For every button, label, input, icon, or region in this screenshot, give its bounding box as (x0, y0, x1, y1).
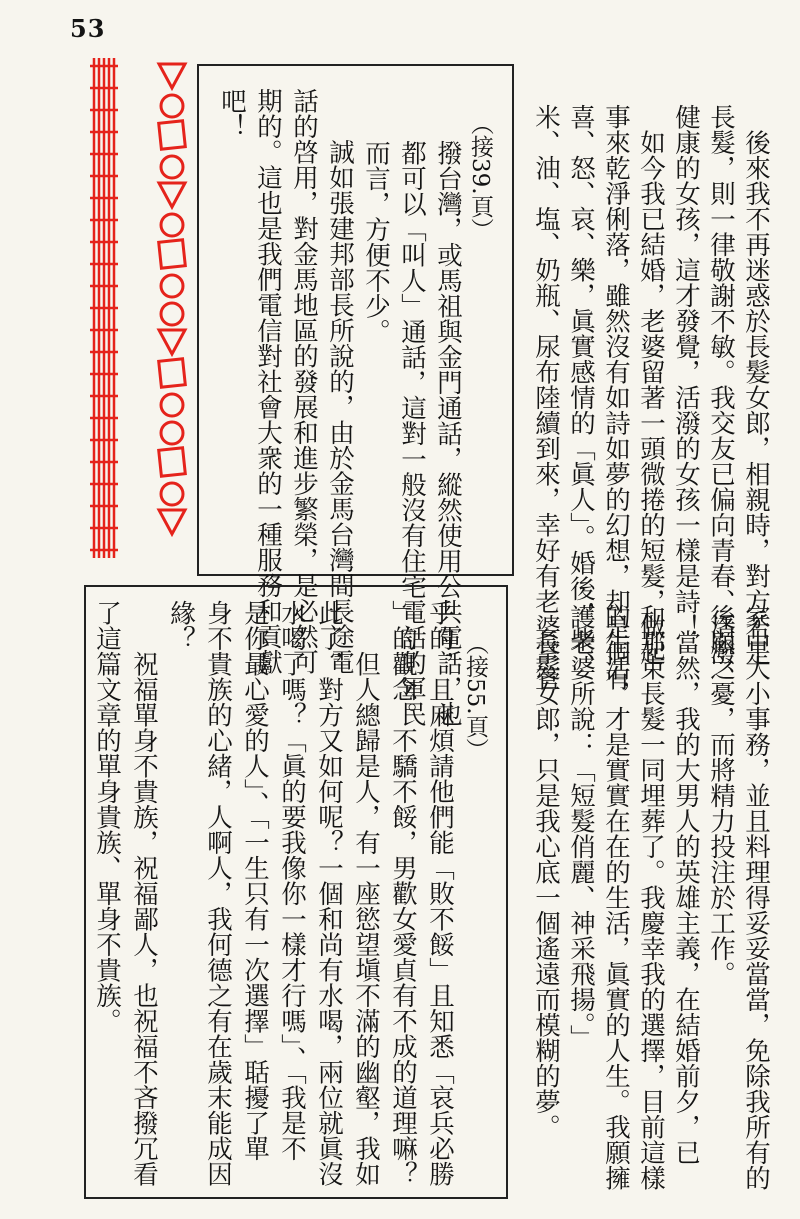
text-column: 後顧之憂，而將精力投注於工作。 (706, 604, 736, 987)
ornament-shape (159, 183, 185, 207)
ornament-shape (159, 121, 186, 149)
text-column: 長髮，則一律敬謝不敏。我交友已偏向青春、活潑、 (706, 104, 736, 691)
ornament-shape (161, 95, 183, 117)
text-column: 」的觀念。不驕不餒，男歡女愛貞有不成的道理嘛？ (388, 600, 418, 1187)
continuation-ref-label: （接55.頁） (462, 632, 488, 761)
ornament-shape (161, 422, 183, 444)
text-column: 護老婆所說：「短髮俏麗、神采飛揚。」 (566, 604, 596, 1051)
ornament-shape (161, 214, 183, 236)
ornament-shape (159, 240, 186, 268)
text-column: 撥台灣，或馬祖與金門通話，縱然使用公共電話，也 (433, 140, 463, 727)
text-column: 吧！ (217, 88, 247, 139)
ornament-shape (161, 303, 183, 325)
text-column: 身不貴族的心緒，人啊人，我何德之有在歲末能成因 (203, 600, 233, 1187)
ornament-shape (161, 156, 183, 178)
ornament-bars (90, 58, 118, 558)
text-column: 緣？ (166, 600, 196, 651)
text-column: 如今我已結婚，老婆留著一頭微捲的短髮，做起 (636, 104, 666, 665)
ornament-shape (159, 64, 185, 88)
text-column: 誠如張建邦部長所說的，由於金馬台灣間長途電 (325, 88, 355, 675)
page-number: 53 (70, 14, 106, 43)
text-column: 事來乾淨俐落，雖然沒有如詩如夢的幻想，却是個有 (601, 104, 631, 691)
text-column: 長髮女郎，只是我心底一個遙遠而模糊的夢。 (531, 604, 561, 1140)
text-column: 是你最心愛的人」、「一生只有一次選擇」聒擾了單 (240, 600, 270, 1161)
ornament-shape (161, 275, 183, 297)
continuation-ref-label: （接39.頁） (467, 112, 493, 241)
text-column: 話的啓用，對金馬地區的發展和進步繁榮，是必然可 (289, 88, 319, 675)
ornament-chain (159, 64, 186, 534)
text-column: 的生活，才是實實在在的生活，眞實的人生。我願擁 (601, 604, 631, 1191)
ornament-shape (159, 448, 186, 476)
text-column: 都可以「叫人」通話，這對一般沒有住宅電話的軍民 (397, 140, 427, 727)
text-column: 健康的女孩，這才發覺，活潑的女孩一樣是詩！ (671, 104, 701, 640)
ornament-shape (161, 394, 183, 416)
ornament-shape (159, 359, 186, 387)
text-column: 此了，對方又如何呢？一個和尚有水喝，兩位就眞沒 (314, 600, 344, 1187)
text-column: 了這篇文章的單身貴族、單身不貴族。 (92, 600, 122, 1034)
text-column: 和那束長髮一同埋葬了。我慶幸我的選擇，目前這樣 (636, 604, 666, 1191)
text-column: 期的。這也是我們電信對社會大衆的一種服務和貢獻 (253, 88, 283, 675)
text-column: 乎的，且麻煩請他們能「敗不餒」且知悉「哀兵必勝 (425, 600, 455, 1187)
text-column: 但人總歸是人，有一座慾望塡不滿的幽壑，我如 (351, 600, 381, 1187)
ornament-shape (159, 330, 185, 354)
text-column: 當然，我的大男人的英雄主義，在結婚前夕，已 (671, 604, 701, 1165)
text-column: 米、油、塩、奶瓶、尿布陸續到來，幸好有老婆掌管 (531, 104, 561, 691)
text-column: 水喝了嗎？「眞的要我像你一樣才行嗎」、「我是不 (277, 600, 307, 1161)
ornament-shape (159, 510, 185, 534)
text-column: 後來我不再迷惑於長髮女郎，相親時，對方若是 (741, 104, 771, 665)
text-column: 而言，方便不少。 (361, 140, 391, 344)
text-column: 祝福單身不貴族，祝福鄙人，也祝福不吝撥冗看 (129, 600, 159, 1187)
text-column: 喜、怒、哀、樂，眞實感情的「眞人」。婚後，柴、 (566, 104, 596, 678)
text-column: 家中大小事務，並且料理得妥妥當當，免除我所有的 (741, 604, 771, 1191)
red-ornament-border-icon (90, 58, 200, 578)
ornament-shape (161, 483, 183, 505)
